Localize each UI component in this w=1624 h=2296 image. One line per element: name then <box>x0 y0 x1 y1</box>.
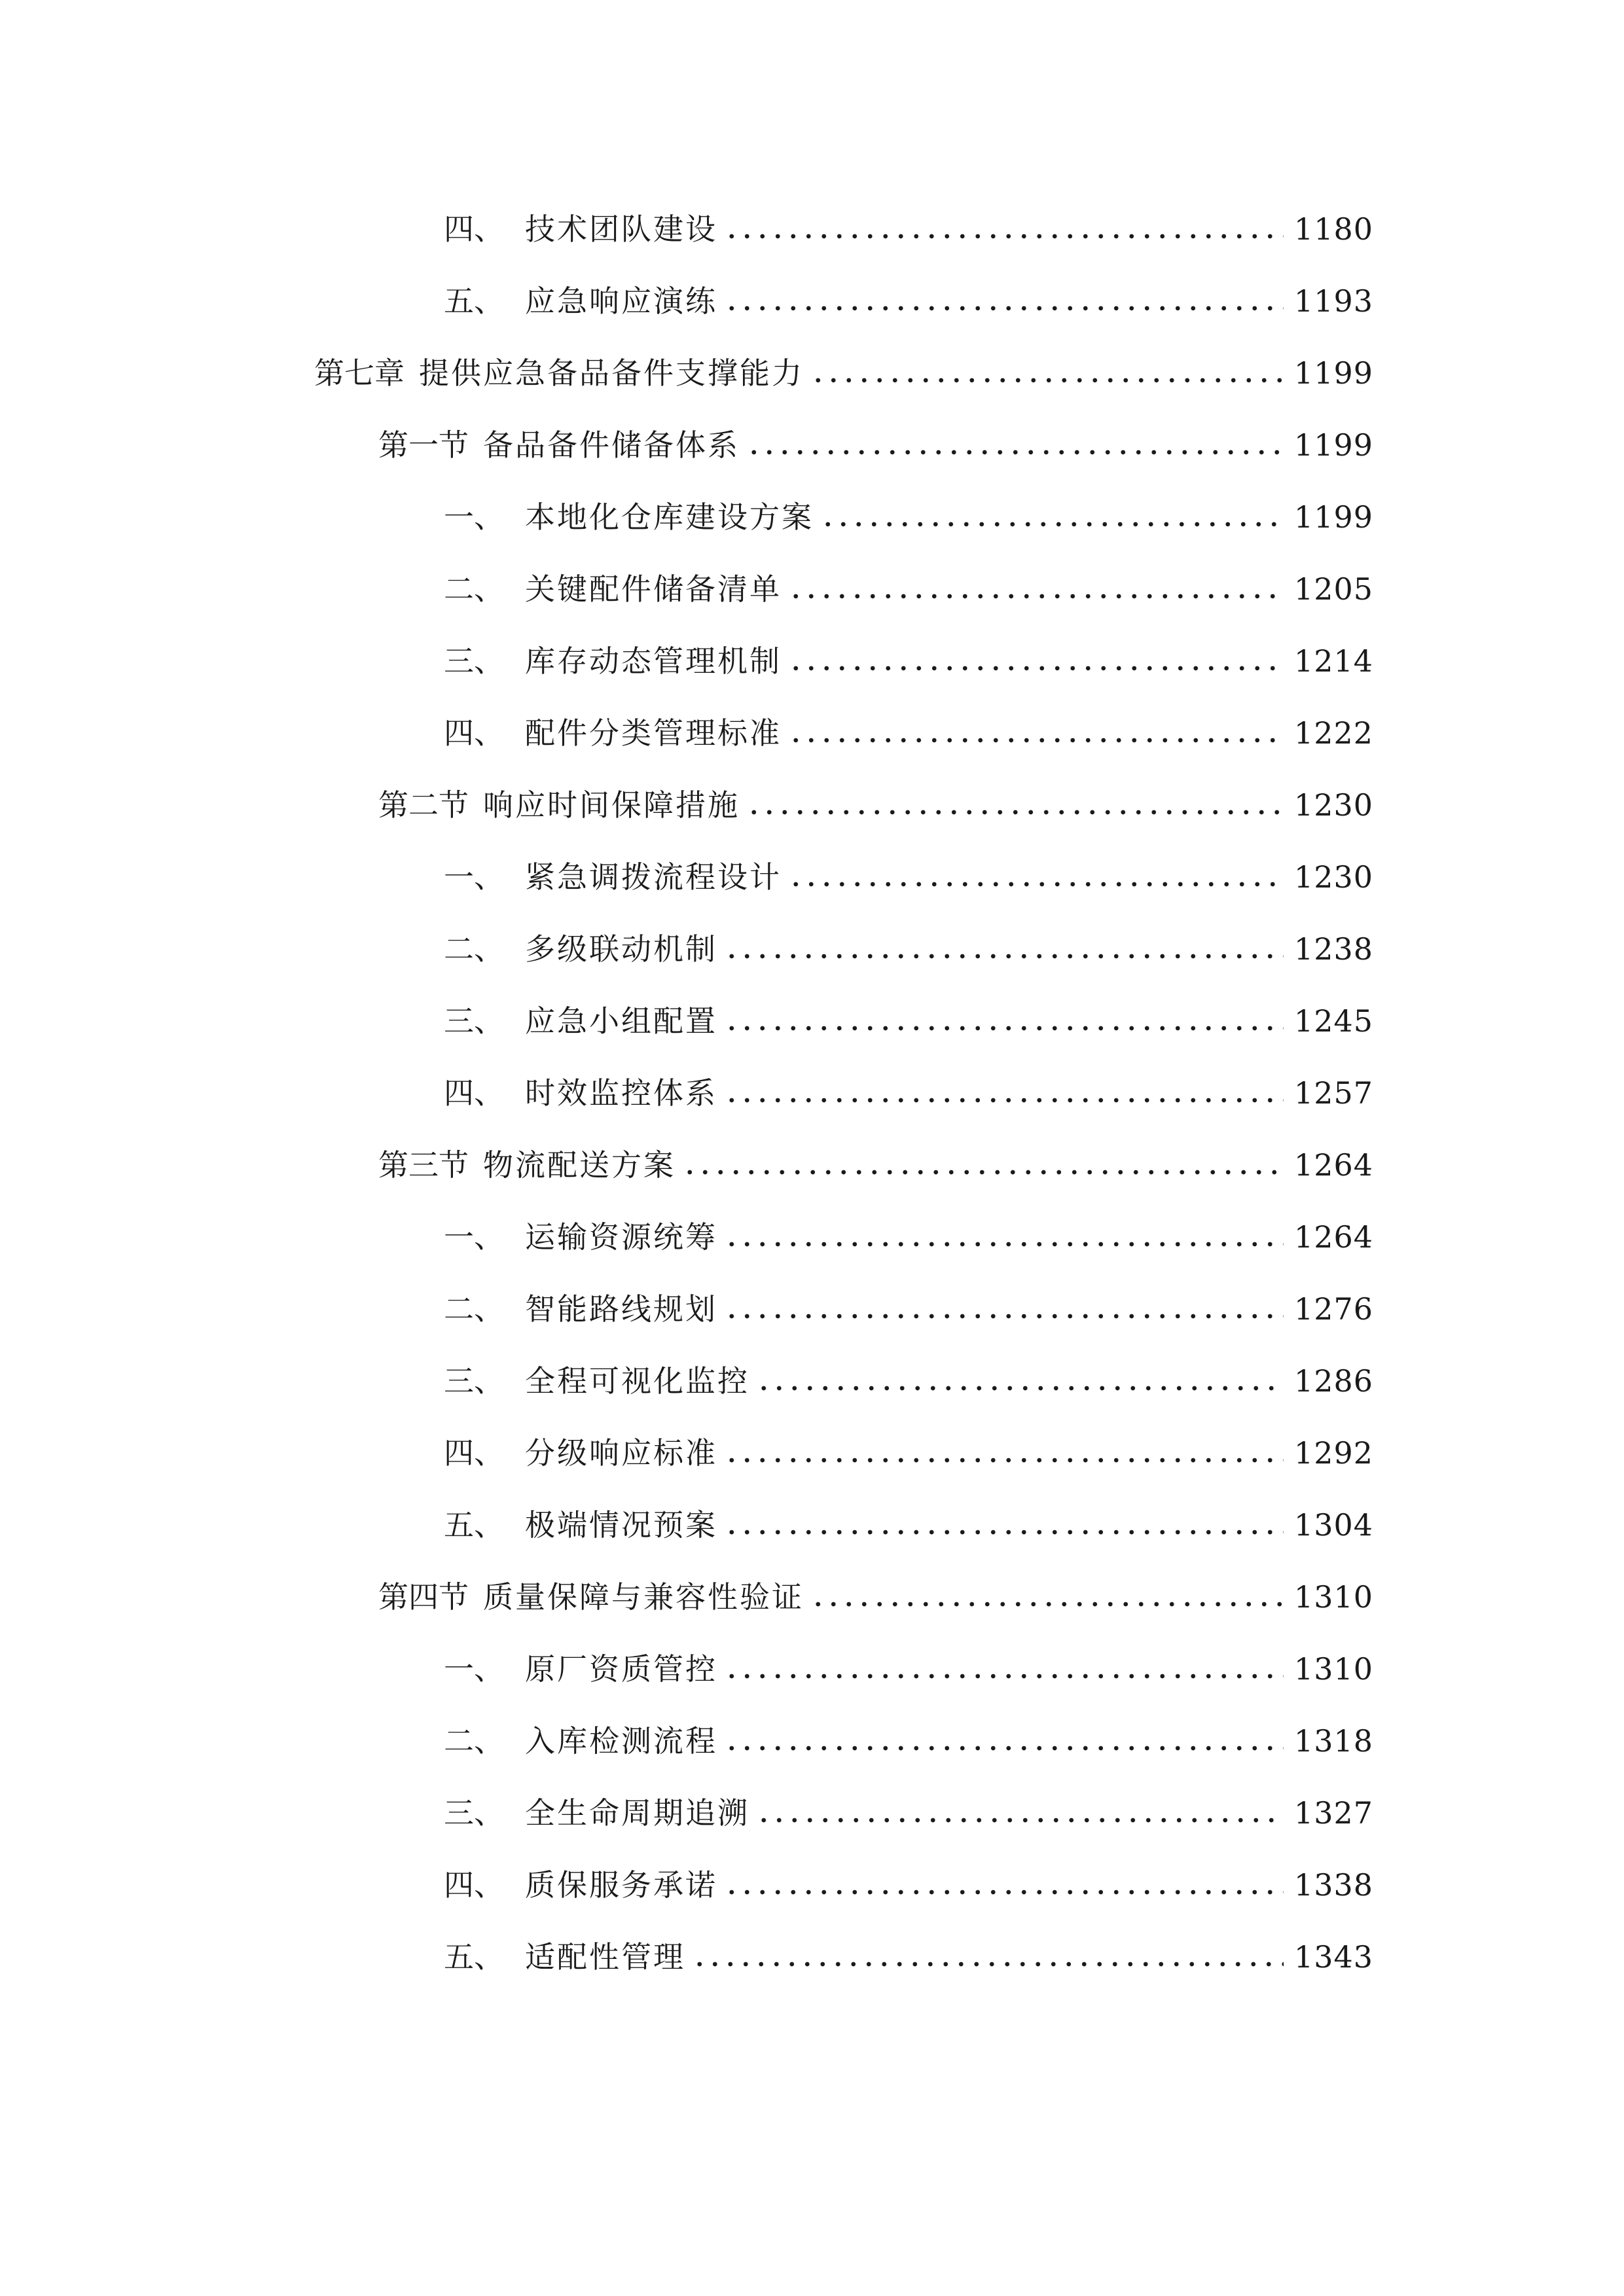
toc-entry[interactable] <box>444 1273 1373 1345</box>
toc-entry-title: 物流配送方案 <box>483 1147 676 1183</box>
toc-entry-page-number: 1238 <box>1293 931 1373 967</box>
toc-entry-title: 配件分类管理标准 <box>525 715 782 751</box>
toc-entry[interactable] <box>444 1777 1373 1849</box>
toc-entry-page-number: 1199 <box>1293 355 1373 391</box>
toc-entry-number: 三、 <box>444 643 504 679</box>
toc-entry[interactable] <box>444 985 1373 1057</box>
dot-leader <box>810 1601 1284 1607</box>
dot-leader <box>788 665 1284 672</box>
dot-leader <box>724 305 1284 312</box>
dot-leader <box>746 809 1284 816</box>
dot-leader <box>788 881 1284 888</box>
toc-entry-page-number: 1214 <box>1293 643 1373 679</box>
toc-entry-title: 质保服务承诺 <box>525 1867 717 1903</box>
toc-entry-page-number: 1222 <box>1293 715 1373 751</box>
toc-entry[interactable] <box>444 553 1373 625</box>
toc-section-entry[interactable] <box>378 409 1373 481</box>
toc-entry-title: 极端情况预案 <box>525 1507 717 1543</box>
toc-entry[interactable] <box>444 193 1373 265</box>
toc-entry-title: 全生命周期追溯 <box>525 1795 749 1831</box>
dot-leader <box>724 1097 1284 1103</box>
toc-entry-page-number: 1310 <box>1293 1579 1373 1615</box>
toc-entry-title: 响应时间保障措施 <box>483 787 740 823</box>
toc-entry[interactable] <box>444 1921 1373 1993</box>
toc-entry-title: 智能路线规划 <box>525 1291 717 1327</box>
toc-entry-number: 三、 <box>444 1003 504 1039</box>
toc-entry-title: 关键配件储备清单 <box>525 571 782 607</box>
toc-entry-number: 四、 <box>444 1867 504 1903</box>
toc-entry-page-number: 1276 <box>1293 1291 1373 1327</box>
toc-entry-number: 四、 <box>444 715 504 751</box>
toc-entry-title: 时效监控体系 <box>525 1075 717 1111</box>
toc-entry-number: 四、 <box>444 1435 504 1471</box>
toc-entry-page-number: 1264 <box>1293 1219 1373 1255</box>
toc-entry-number: 五、 <box>444 1507 504 1543</box>
toc-section-entry[interactable] <box>378 769 1373 841</box>
toc-entry-page-number: 1257 <box>1293 1075 1373 1111</box>
toc-entry-title: 本地化仓库建设方案 <box>525 499 814 535</box>
toc-entry[interactable] <box>444 697 1373 769</box>
toc-entry-number: 一、 <box>444 859 504 895</box>
toc-entry[interactable] <box>444 1201 1373 1273</box>
toc-entry[interactable] <box>444 841 1373 913</box>
toc-entry-number: 一、 <box>444 1219 504 1255</box>
toc-entry-page-number: 1199 <box>1293 499 1373 535</box>
toc-entry-title: 分级响应标准 <box>525 1435 717 1471</box>
toc-entry-page-number: 1230 <box>1293 787 1373 823</box>
toc-entry[interactable] <box>444 1705 1373 1777</box>
dot-leader <box>724 1745 1284 1751</box>
toc-entry-page-number: 1318 <box>1293 1723 1373 1759</box>
toc-entry-number: 二、 <box>444 931 504 967</box>
toc-entry-title: 多级联动机制 <box>525 931 717 967</box>
toc-entry-page-number: 1230 <box>1293 859 1373 895</box>
toc-entry-page-number: 1343 <box>1293 1939 1373 1975</box>
toc-entry-page-number: 1327 <box>1293 1795 1373 1831</box>
dot-leader <box>724 1241 1284 1247</box>
toc-entry-page-number: 1193 <box>1293 283 1373 319</box>
toc-chapter-entry[interactable] <box>314 337 1373 409</box>
toc-entry-number: 一、 <box>444 1651 504 1687</box>
toc-entry-number: 四、 <box>444 211 504 247</box>
toc-entry-page-number: 1286 <box>1293 1363 1373 1399</box>
dot-leader <box>724 953 1284 960</box>
toc-entry[interactable] <box>444 481 1373 553</box>
toc-entry-title: 质量保障与兼容性验证 <box>483 1579 804 1615</box>
toc-entry-number: 第三节 <box>378 1147 469 1183</box>
toc-entry-title: 入库检测流程 <box>525 1723 717 1759</box>
toc-entry-number: 五、 <box>444 1939 504 1975</box>
toc-entry-page-number: 1205 <box>1293 571 1373 607</box>
dot-leader <box>724 1529 1284 1535</box>
dot-leader <box>724 1673 1284 1679</box>
toc-entry-title: 适配性管理 <box>525 1939 685 1975</box>
toc-entry-title: 应急响应演练 <box>525 283 717 319</box>
toc-entry[interactable] <box>444 1417 1373 1489</box>
toc-entry-title: 应急小组配置 <box>525 1003 717 1039</box>
toc-entry[interactable] <box>444 1489 1373 1561</box>
dot-leader <box>756 1385 1284 1391</box>
dot-leader <box>682 1169 1284 1175</box>
toc-entry-title: 原厂资质管控 <box>525 1651 717 1687</box>
toc-entry[interactable] <box>444 625 1373 697</box>
toc-entry-number: 三、 <box>444 1795 504 1831</box>
dot-leader <box>724 1313 1284 1319</box>
toc-entry[interactable] <box>444 1849 1373 1921</box>
dot-leader <box>756 1817 1284 1823</box>
toc-entry-title: 库存动态管理机制 <box>525 643 782 679</box>
toc-entry-title: 备品备件储备体系 <box>483 427 740 463</box>
toc-section-entry[interactable] <box>378 1561 1373 1633</box>
toc-entry-page-number: 1245 <box>1293 1003 1373 1039</box>
dot-leader <box>692 1961 1284 1967</box>
toc-section-entry[interactable] <box>378 1129 1373 1201</box>
toc-entry-number: 四、 <box>444 1075 504 1111</box>
toc-entry-title: 紧急调拨流程设计 <box>525 859 782 895</box>
toc-entry-number: 二、 <box>444 571 504 607</box>
dot-leader <box>724 1457 1284 1463</box>
dot-leader <box>788 737 1284 744</box>
toc-entry-number: 五、 <box>444 283 504 319</box>
toc-entry-page-number: 1310 <box>1293 1651 1373 1687</box>
toc-entry-number: 三、 <box>444 1363 504 1399</box>
toc-entry-number: 第四节 <box>378 1579 469 1615</box>
toc-entry-title: 全程可视化监控 <box>525 1363 749 1399</box>
toc-entry-page-number: 1338 <box>1293 1867 1373 1903</box>
toc-entry[interactable] <box>444 1057 1373 1129</box>
toc-entry-title: 提供应急备品备件支撑能力 <box>419 355 804 391</box>
toc-entry-number: 二、 <box>444 1291 504 1327</box>
toc-entry[interactable] <box>444 913 1373 985</box>
toc-entry-page-number: 1264 <box>1293 1147 1373 1183</box>
toc-entry-page-number: 1304 <box>1293 1507 1373 1543</box>
toc-entry-number: 第一节 <box>378 427 469 463</box>
dot-leader <box>724 233 1284 240</box>
dot-leader <box>724 1889 1284 1895</box>
toc-entry-title: 运输资源统筹 <box>525 1219 717 1255</box>
toc-entry-page-number: 1199 <box>1293 427 1373 463</box>
toc-entry-page-number: 1180 <box>1293 211 1373 247</box>
toc-entry-number: 第七章 <box>314 355 405 391</box>
dot-leader <box>788 593 1284 600</box>
toc-entry[interactable] <box>444 1633 1373 1705</box>
dot-leader <box>810 377 1284 384</box>
dot-leader <box>746 449 1284 456</box>
toc-entry-title: 技术团队建设 <box>525 211 717 247</box>
dot-leader <box>820 521 1284 528</box>
dot-leader <box>724 1025 1284 1031</box>
toc-entry-number: 第二节 <box>378 787 469 823</box>
toc-entry-number: 一、 <box>444 499 504 535</box>
toc-entry-page-number: 1292 <box>1293 1435 1373 1471</box>
toc-entry[interactable] <box>444 265 1373 337</box>
toc-entry[interactable] <box>444 1345 1373 1417</box>
toc-entry-number: 二、 <box>444 1723 504 1759</box>
